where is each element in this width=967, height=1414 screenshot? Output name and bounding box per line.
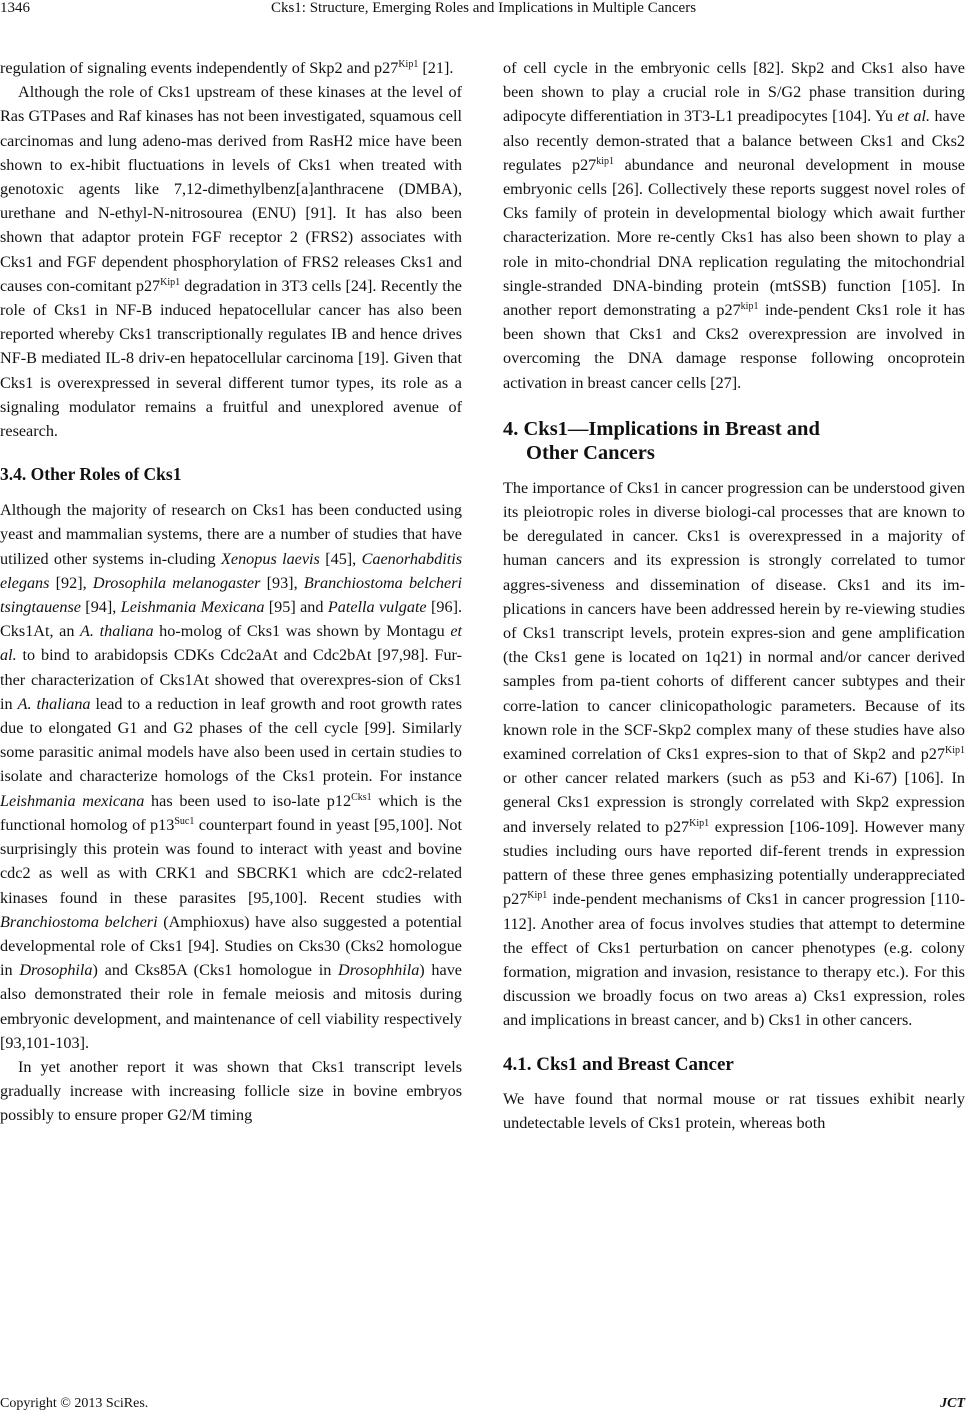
- paragraph: Although the role of Cks1 upstream of these kinases at the level of Ras GTPases and Raf kinases has not been investigated, squamous cell carcinomas and lung adeno-mas derived from RasH2 mice have been shown to ex-hibit fluctuations in levels of Cks1 when treated with genotoxic agents like 7,12-dimethylbenz[a]anthracene (DMBA), urethane and N-ethyl-N-nitrosourea (ENU) [91]. It has also been shown that adaptor protein FGF receptor 2 (FRS2) associates with Cks1 and FGF dependent phosphorylation of FRS2 releases Cks1 and causes con-comitant $p27^{Kip1}$ degradation in 3T3 cells [24]. Recently the role of Cks1 in NF-B induced hepatocellular cancer has also been reported whereby Cks1 transcriptionally regulates IB and hence drives NF-B mediated IL-8 driv-en hepatocellular carcinoma [19]. Given that Cks1 is overexpressed in several different tumor types, its role as a signaling modulator remains a fruitful and unexplored avenue of research.: [0, 83, 462, 441]
- right-column: [503, 56, 965, 1135]
- page-number: 1346: [0, 0, 30, 16]
- section-heading-4: 4. Cks1—Implications in Breast and Other Cancers: [503, 417, 820, 464]
- paragraph: of cell cycle in the embryonic cells [82]. Skp2 and Cks1 also have been shown to play a crucial role in S/G2 phase transition during adipocyte differentiation in 3T3-L1 preadipocytes [104]. Yu et al. have also recently demon-strated that a balance between Cks1 and Cks2 regulates $p27^{kip1}$ abundance and neuronal development in mouse embryonic cells [26]. Collectively these reports suggest novel roles of Cks family of protein in developmental biology which await further characterization. More re-cently Cks1 has also been shown to play a role in mito-chondrial DNA replication regulating the mitochondrial single-stranded DNA-binding protein (mtSSB) function [105]. In another report demonstrating a $p27^{kip1}$ inde-pendent Cks1 role it has been shown that Cks1 and Cks2 overexpression are involved in overcoming the DNA damage response following oncoprotein activation in breast cancer cells [27].: [503, 59, 966, 392]
- left-column: [0, 56, 462, 1128]
- section-heading-4-1: 4.1. Cks1 and Breast Cancer: [503, 1053, 734, 1075]
- paragraph: In yet another report it was shown that Cks1 transcript levels gradually increase with increasing follicle size in bovine embryos possibly to ensure proper G2/M timing: [0, 1057, 462, 1125]
- paragraph: The importance of Cks1 in cancer progression can be understood given its pleiotropic roles in diverse biologi-cal processes that are known to be deregulated in cancer. Cks1 is overexpressed in a majority of human cancers and its expression is strongly correlated to tumor aggres-siveness and dissemination of disease. Cks1 and its im-plications in cancers have been addressed herein by re-viewing studies of Cks1 transcript levels, protein expres-sion and gene amplification (the Cks1 gene is located on 1q21) in normal and/or cancer derived samples from pa-tient cohorts of different cancer subtypes and their corre-lation to cancer clinicopathologic parameters. Because of its known role in the SCF-Skp2 complex many of these studies have also examined correlation of Cks1 expres-sion to that of Skp2 and $p27^{Kip1}$ or other cancer related markers (such as p53 and Ki-67) [106]. In general Cks1 expression is strongly correlated with Skp2 expression and inversely related to $p27^{Kip1}$ expression [106-109]. However many studies including ours have reported dif-ferent trends in expression pattern of these three genes emphasizing potentially underappreciated $p27^{Kip1}$ inde-pendent mechanisms of Cks1 in cancer progression [110-112]. Another area of focus involves studies that attempt to determine the effect of Cks1 perturbation on cancer phenotypes (e.g. colony formation, migration and invasion, resistance to therapy etc.). For this discussion we broadly focus on two areas a) Cks1 expression, roles and implications in breast cancer, and b) Cks1 in other cancers.: [503, 478, 965, 1030]
- section-heading-3-4: 3.4. Other Roles of Cks1: [0, 464, 182, 485]
- journal-abbreviation: JCT: [940, 1396, 965, 1411]
- copyright-notice: Copyright © 2013 SciRes.: [0, 1396, 149, 1411]
- running-header: [0, 0, 967, 30]
- paragraph: We have found that normal mouse or rat tissues exhibit nearly undetectable levels of Cks1 protein, whereas both: [503, 1089, 965, 1132]
- paragraph: regulation of signaling events independently of Skp2 and $p27^{Kip1}$ [21].: [0, 59, 454, 77]
- paragraph: Although the majority of research on Cks1 has been conducted using yeast and mammalian systems, there are a number of studies that have utilized other systems in-cluding Xenopus laevis [45], Caenorhabditis elegans [92], Drosophila melanogaster [93], Branchiostoma belcheri tsingtauense [94], Leishmania Mexicana [95] and Patella vulgate [96]. Cks1At, an A. thaliana ho-molog of Cks1 was shown by Montagu et al. to bind to arabidopsis CDKs Cdc2aAt and Cdc2bAt [97,98]. Fur-ther characterization of Cks1At showed that overexpres-sion of Cks1 in A. thaliana lead to a reduction in leaf growth and root growth rates due to elongated G1 and G2 phases of the cell cycle [99]. Similarly some parasitic animal models have also been used in certain studies to isolate and characterize homologs of the Cks1 protein. For instance Leishmania mexicana has been used to iso-late $p12^{Cks1}$ which is the functional homolog of $p13^{Suc1}$ counterpart found in yeast [95,100]. Not surprisingly this protein was found to interact with yeast and bovine cdc2 as well as with CRK1 and SBCRK1 which are cdc2-related kinases found in these parasites [95,100]. Recent studies with Branchiostoma belcheri (Amphioxus) have also suggested a potential developmental role of Cks1 [94]. Studies on Cks30 (Cks2 homologue in Drosophila) and Cks85A (Cks1 homologue in Drosophhila) have also demonstrated their role in female meiosis and mitosis during embryonic development, and maintenance of cell viability respectively [93,101-103].: [0, 501, 463, 1052]
- running-title: Cks1: Structure, Emerging Roles and Implications in Multiple Cancers: [270, 0, 697, 16]
